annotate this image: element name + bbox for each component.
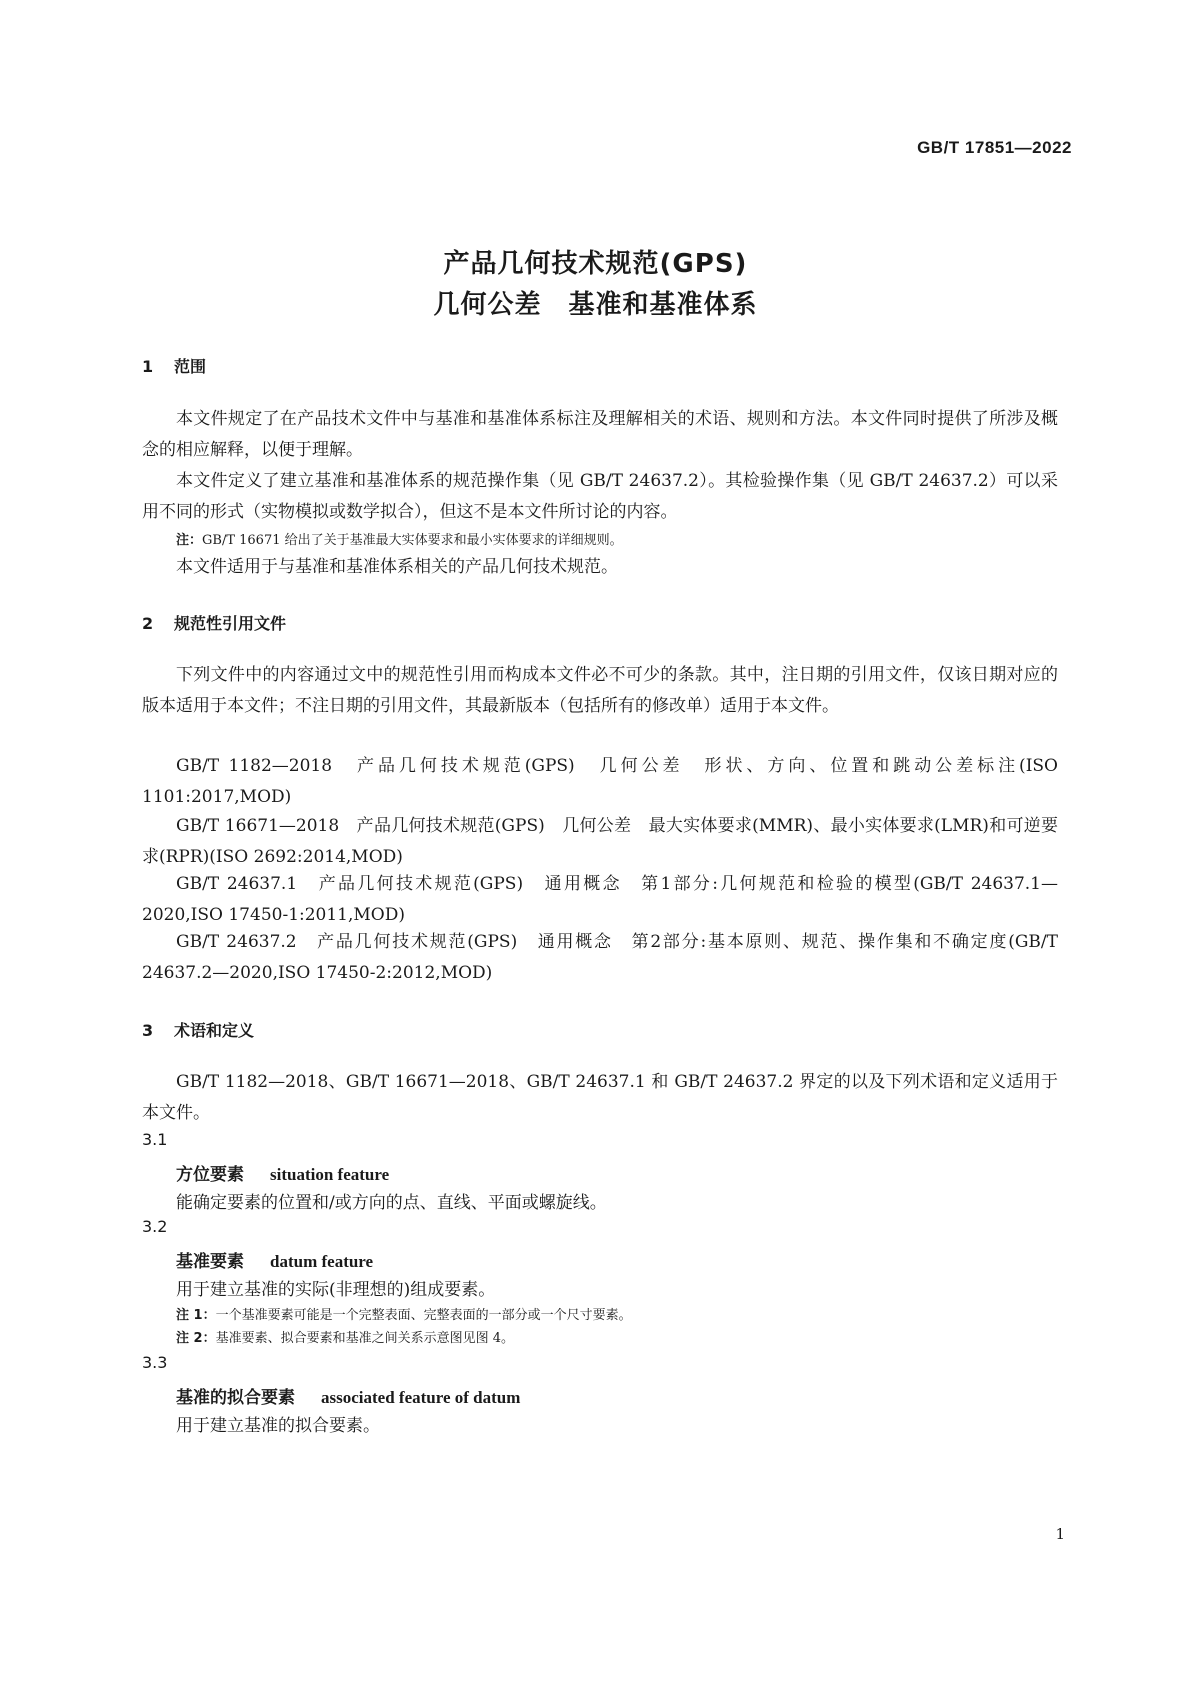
section-3-paragraph-1: GB/T 1182—2018、GB/T 16671—2018、GB/T 24637.1 和 GB/T 24637.2 界定的以及下列术语和定义适用于本文件。 (142, 1072, 1058, 1123)
section-number: 3 (142, 1021, 154, 1040)
term-definition: 能确定要素的位置和/或方向的点、直线、平面或螺旋线。 (176, 1193, 607, 1213)
clause-number: 3.1 (142, 1130, 168, 1149)
section-1-heading (142, 354, 206, 377)
reference-4: GB/T 24637.2 产品几何技术规范(GPS) 通用概念 第2部分:基本原则、规范、操作集和不确定度(GB/T 24637.2—2020,ISO 17450-2:2012,MOD) (142, 932, 1058, 983)
clause-number: 3.2 (142, 1217, 168, 1236)
term-zh: 基准要素 (176, 1252, 244, 1272)
note-text: 一个基准要素可能是一个完整表面、完整表面的一部分或一个尺寸要素。 (215, 1308, 632, 1323)
term-note-1 (176, 1304, 632, 1323)
note-text: 基准要素、拟合要素和基准之间关系示意图见图 4。 (215, 1331, 514, 1346)
note-label: 注 2： (176, 1331, 216, 1346)
section-1-paragraph-2: 本文件定义了建立基准和基准体系的规范操作集（见 GB/T 24637.2）。其检验操作集（见 GB/T 24637.2）可以采用不同的形式（实物模拟或数学拟合），但这不是本文件所讨论的内容。 (142, 471, 1058, 522)
standard-number: GB/T 17851—2022 (917, 138, 1072, 157)
term-en: datum feature (270, 1252, 374, 1271)
title-line-1: 产品几何技术规范(GPS) (443, 249, 748, 279)
term-zh: 基准的拟合要素 (176, 1388, 295, 1408)
reference-3: GB/T 24637.1 产品几何技术规范(GPS) 通用概念 第1部分:几何规范和检验的模型(GB/T 24637.1—2020,ISO 17450-1:2011,MOD) (142, 874, 1058, 925)
title-line-2: 几何公差 基准和基准体系 (433, 290, 758, 320)
page-number: 1 (1055, 1525, 1065, 1543)
section-2-heading (142, 611, 286, 634)
term-heading (176, 1247, 373, 1272)
reference-1: GB/T 1182—2018 产品几何技术规范(GPS) 几何公差 形状、方向、位置和跳动公差标注(ISO 1101:2017,MOD) (142, 756, 1058, 807)
term-zh: 方位要素 (176, 1165, 244, 1185)
term-heading (176, 1383, 520, 1408)
section-2-paragraph-1: 下列文件中的内容通过文中的规范性引用而构成本文件必不可少的条款。其中，注日期的引用文件，仅该日期对应的版本适用于本文件；不注日期的引用文件，其最新版本（包括所有的修改单）适用于本文件。 (142, 665, 1058, 716)
section-title: 规范性引用文件 (174, 614, 287, 633)
term-definition: 用于建立基准的拟合要素。 (176, 1416, 380, 1436)
section-3-heading (142, 1018, 254, 1041)
note-text: GB/T 16671 给出了关于基准最大实体要求和最小实体要求的详细规则。 (202, 533, 623, 548)
section-number: 2 (142, 614, 154, 633)
term-en: associated feature of datum (321, 1388, 521, 1407)
clause-number: 3.3 (142, 1353, 168, 1372)
term-note-2 (176, 1327, 514, 1346)
term-definition: 用于建立基准的实际(非理想的)组成要素。 (176, 1280, 496, 1300)
section-1-paragraph-3: 本文件适用于与基准和基准体系相关的产品几何技术规范。 (176, 557, 618, 577)
term-heading (176, 1160, 389, 1185)
note-label: 注： (176, 533, 203, 548)
section-title: 范围 (174, 357, 207, 376)
section-title: 术语和定义 (174, 1021, 255, 1040)
reference-2: GB/T 16671—2018 产品几何技术规范(GPS) 几何公差 最大实体要求(MMR)、最小实体要求(LMR)和可逆要求(RPR)(ISO 2692:2014,MOD) (142, 816, 1058, 867)
term-en: situation feature (270, 1165, 390, 1184)
section-1-note (176, 529, 623, 548)
section-1-paragraph-1: 本文件规定了在产品技术文件中与基准和基准体系标注及理解相关的术语、规则和方法。本文件同时提供了所涉及概念的相应解释，以便于理解。 (142, 409, 1058, 460)
section-number: 1 (142, 357, 154, 376)
note-label: 注 1： (176, 1308, 216, 1323)
